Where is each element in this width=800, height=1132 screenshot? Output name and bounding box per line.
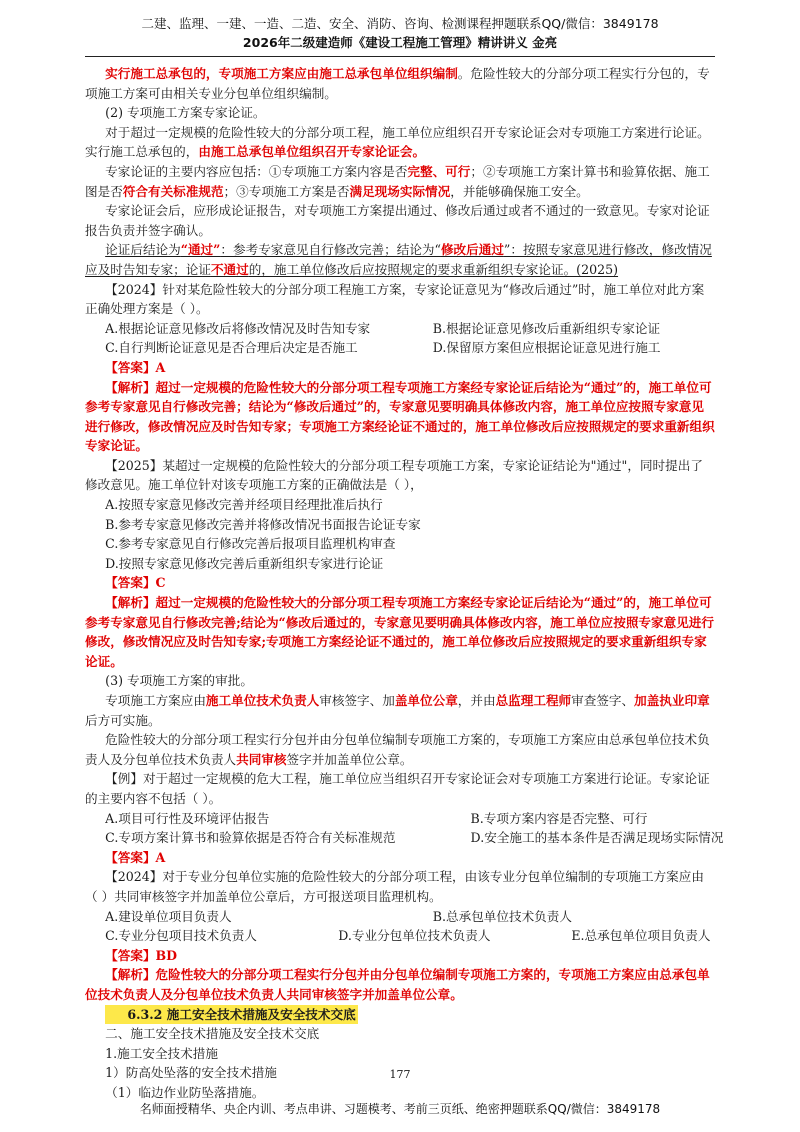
option: A.建设单位项目负责人: [105, 908, 232, 924]
header-divider: [85, 56, 715, 57]
option: D.专业分包单位技术负责人: [338, 928, 491, 944]
answer: 【答案】C: [105, 575, 166, 591]
page-number: 177: [389, 1068, 411, 1081]
option: E.总承包单位项目负责人: [571, 928, 711, 944]
option: A.按照专家意见修改完善并经项目经理批准后执行: [105, 497, 383, 513]
section-heading-approval: (3) 专项施工方案的审批。: [105, 673, 253, 689]
answer: 【答案】A: [105, 849, 166, 865]
option: D.安全施工的基本条件是否满足现场实际情况: [470, 830, 724, 846]
option: C.专业分包项目技术负责人: [105, 928, 257, 944]
subheading: 1）防高处坠落的安全技术措施: [105, 1065, 277, 1081]
answer: 【答案】A: [105, 359, 166, 375]
question-stem: 【2025】某超过一定规模的危险性较大的分部分项工程专项施工方案，专家论证结论为"通过"，同时提出了修改意见。施工单位针对该专项施工方案的正确做法是（ ），: [85, 457, 703, 493]
page-header: [0, 14, 800, 52]
header-title: 2026年二级建造师《建设工程施工管理》精讲讲义 金亮: [242, 35, 558, 50]
option: D.保留原方案但应根据论证意见进行施工: [432, 340, 661, 356]
answer: 【答案】BD: [105, 947, 178, 963]
paragraph: 危险性较大的分部分项工程实行分包并由分包单位编制专项施工方案的，专项施工方案应由总承包单位技术负责人及分包单位技术负责人共同审核签字并加盖单位公章。: [85, 732, 710, 767]
analysis: 【解析】危险性较大的分部分项工程实行分包并由分包单位编制专项施工方案的，专项施工方案应由总承包单位技术负责人及分包单位技术负责人共同审核签字并加盖单位公章。: [85, 967, 710, 1002]
section-heading-expert-review: (2) 专项施工方案专家论证。: [105, 105, 266, 121]
intro-paragraph: 实行施工总承包的，专项施工方案应由施工总承包单位组织编制。危险性较大的分部分项工程实行分包的，专项施工方案可由相关专业分包单位组织编制。: [85, 66, 710, 101]
underlined-paragraph: 论证后结论为“通过”：参考专家意见自行修改完善；结论为“修改后通过”：按照专家意见进行修改，修改情况应及时告知专家；论证不通过的，施工单位修改后应按照规定的要求重新组织专家论证。(2025): [85, 242, 712, 277]
options-row: [85, 319, 715, 339]
option: B.专项方案内容是否完整、可行: [470, 810, 648, 826]
options-row: [85, 338, 715, 358]
options-row: [85, 926, 715, 946]
question-stem: 【2024】对于专业分包单位实施的危险性较大的分部分项工程，由该专业分包单位编制的专项施工方案应由（ ）共同审核签字并加盖单位公章后，方可报送项目监理机构。: [85, 869, 704, 904]
options-row: [85, 809, 715, 829]
question-stem: 【例】对于超过一定规模的危大工程，施工单位应当组织召开专家论证会对专项施工方案进行论证。专家论证的主要内容不包括（ ）。: [85, 771, 710, 806]
paragraph: 专家论证的主要内容应包括：①专项施工方案内容是否完整、可行；②专项施工方案计算书和验算依据、施工图是否符合有关标准规范；③专项施工方案是否满足现场实际情况，并能够确保施工安全。: [85, 163, 710, 199]
options-row: [85, 907, 715, 927]
header-contact-line: 二建、监理、一建、一造、二造、安全、消防、咨询、检测课程押题联系QQ/微信：3849178: [141, 16, 659, 31]
subheading: 1.施工安全技术措施: [105, 1045, 218, 1061]
subheading: 二、施工安全技术措施及安全技术交底: [105, 1026, 320, 1042]
option: A.根据论证意见修改后将修改情况及时告知专家: [105, 320, 371, 336]
page-body: [85, 64, 724, 1102]
paragraph: 专项施工方案应由施工单位技术负责人审核签字、加盖单位公章，并由总监理工程师审查签字、加盖执业印章后方可实施。: [85, 693, 710, 728]
option: C.参考专家意见自行修改完善后报项目监理机构审查: [105, 536, 396, 552]
paragraph: 专家论证会后，应形成论证报告，对专项施工方案提出通过、修改后通过或者不通过的一致意见。专家对论证报告负责并签字确认。: [85, 203, 710, 238]
option: C.自行判断论证意见是否合理后决定是否施工: [105, 340, 358, 356]
page-footer: 名师面授精华、央企内训、考点串讲、习题模考、考前三页纸、绝密押题联系QQ/微信：3849178: [139, 1102, 661, 1116]
options-row: [85, 828, 724, 848]
option: B.参考专家意见修改完善并将修改情况书面报告论证专家: [105, 516, 421, 532]
option: B.总承包单位技术负责人: [432, 908, 572, 924]
analysis: 【解析】超过一定规模的危险性较大的分部分项工程专项施工方案经专家论证后结论为“通过”的，施工单位可参考专家意见自行修改完善;结论为“修改后通过的，专家意见要明确具体修改内容，施工单位应按照专家意见进行修改，修改情况应及时告知专家;专项施工方案经论证不通过的，施工单位修改后应按照规定的要求重新组织专家论证。: [85, 595, 714, 669]
paragraph: 对于超过一定规模的危险性较大的分部分项工程，施工单位应组织召开专家论证会对专项施工方案进行论证。实行施工总承包的，由施工总承包单位组织召开专家论证会。: [85, 124, 710, 160]
subheading: （1）临边作业防坠落措施。: [105, 1084, 265, 1100]
option: A.项目可行性及环境评估报告: [105, 810, 270, 826]
option: D.按照专家意见修改完善后重新组织专家进行论证: [105, 555, 384, 571]
option: B.根据论证意见修改后重新组织专家论证: [432, 320, 661, 336]
analysis: 【解析】超过一定规模的危险性较大的分部分项工程专项施工方案经专家论证后结论为“通过”的，施工单位可参考专家意见自行修改完善；结论为“修改后通过”的，专家意见要明确具体修改内容，施工单位应按照专家意见进行修改，修改情况应及时告知专家；专项施工方案经论证不通过的，施工单位修改后应按照规定的要求重新组织专家论证。: [85, 379, 715, 454]
option: C.专项方案计算书和验算依据是否符合有关标准规范: [105, 830, 396, 846]
question-stem: 【2024】针对某危险性较大的分部分项工程施工方案，专家论证意见为“修改后通过”时，施工单位对此方案正确处理方案是（ ）。: [85, 281, 705, 317]
section-title-6-3-2: 6.3.2 施工安全技术措施及安全技术交底: [85, 1005, 715, 1025]
